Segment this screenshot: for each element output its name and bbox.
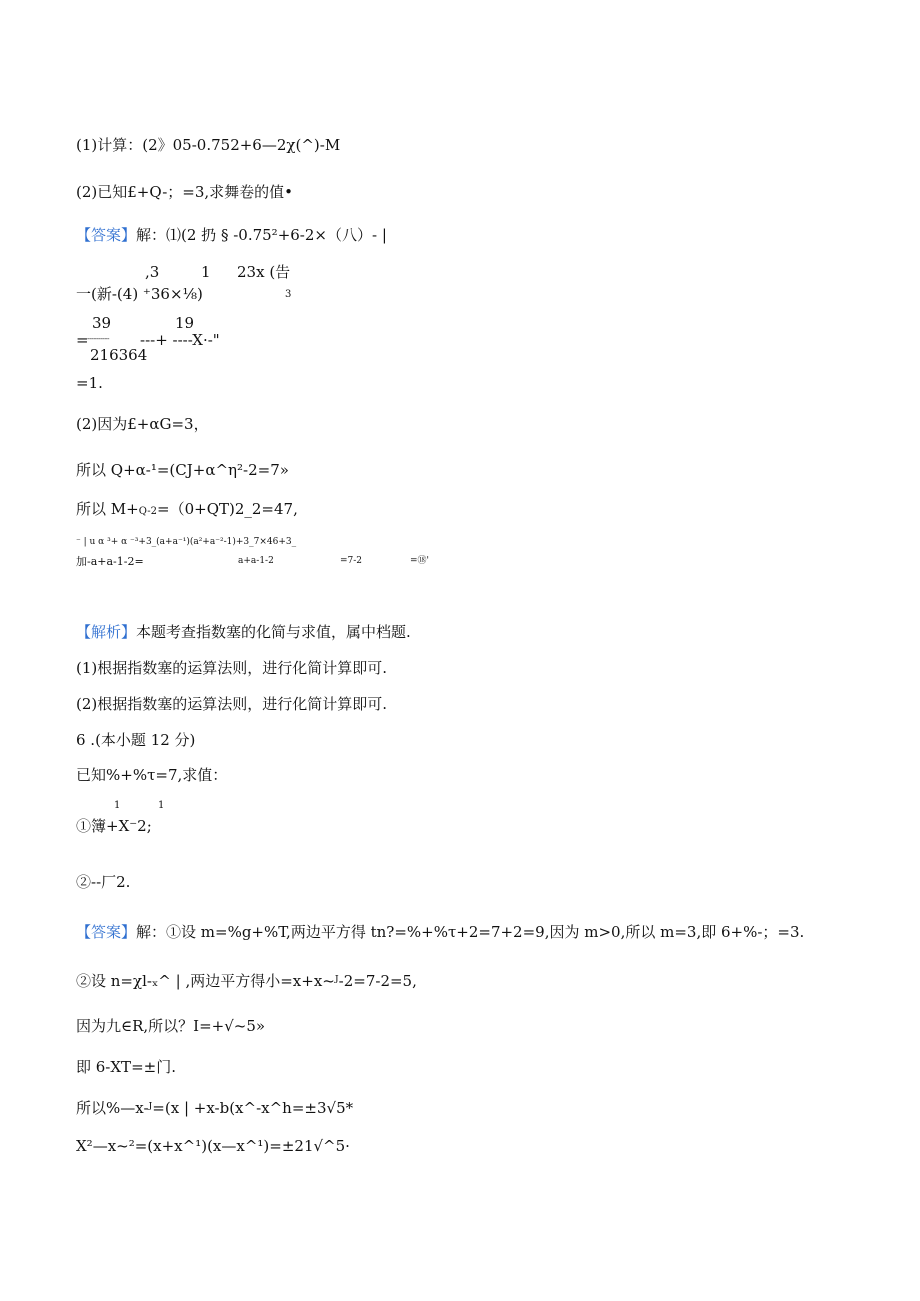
answer-2-text: 解：①设 m=%g+%T,两边平方得 tn?=%+%τ+2=7+2=9,因为 m>0,所以 m=3,即 6+%-；=3. bbox=[136, 923, 805, 941]
question-6-item-1: ①簿+X⁻2; bbox=[76, 817, 152, 835]
fraction-2-equals: = bbox=[76, 331, 89, 349]
question-6-title: 6 .(本小题 12 分) bbox=[76, 731, 196, 749]
question-1: (1)计算：(2》05-0.752+6—2χ(^)-M bbox=[76, 136, 341, 154]
part-2-line-1: (2)因为£+αG=3， bbox=[76, 415, 209, 433]
question-6-given: 已知%+%τ=7,求值： bbox=[76, 766, 228, 784]
answer-tag: 【答案】 bbox=[76, 226, 137, 244]
analysis-item-2: (2)根据指数塞的运算法则，进行化简计算即可. bbox=[76, 695, 388, 713]
answer-2-line-2: ②设 n=χl-ₓ^ | ,两边平方得小=x+x~ᴶ-2=7-2=5, bbox=[76, 972, 417, 990]
question-6-sup-a: 1 bbox=[114, 800, 121, 811]
fraction-1-num-b: 1 bbox=[201, 263, 211, 281]
part-2-line-3-subscript: Q-2 bbox=[138, 506, 158, 517]
answer-2-tag: 【答案】 bbox=[76, 923, 137, 941]
fraction-2-denominator: 216364 bbox=[90, 346, 148, 364]
fraction-2-num-b: 19 bbox=[175, 314, 195, 332]
analysis-item-1: (1)根据指数塞的运算法则，进行化简计算即可. bbox=[76, 659, 388, 677]
fraction-2-num-a: 39 bbox=[92, 314, 112, 332]
fraction-3-bottom-c: =7-2 bbox=[340, 556, 363, 566]
fraction-2-dots: ---------- bbox=[87, 334, 110, 343]
question-2: (2)已知£+Q-；=3,求舞卷的值• bbox=[76, 183, 294, 201]
answer-2-line bbox=[76, 923, 804, 941]
answer-2-line-4: 即 6-XT=±门. bbox=[76, 1058, 176, 1076]
answer-2-line-3: 因为九∈R,所以？I=+√~5» bbox=[76, 1017, 266, 1035]
answer-1-line bbox=[76, 226, 387, 244]
answer-2-line-5: 所以%—x-ᴶ=(x | +x-b(x^-x^h=±3√5* bbox=[76, 1099, 354, 1117]
fraction-3-top: ⁻ | u α ³+ α ⁻³+3_(a+a⁻¹)(a²+a⁻²-1)+3_7×46+3_ bbox=[76, 537, 297, 547]
fraction-3-bottom-d: =⑱' bbox=[410, 556, 430, 566]
fraction-1-num-c: 23x (告 bbox=[237, 263, 291, 281]
fraction-3-bottom-a: 加-a+a-1-2= bbox=[76, 555, 144, 568]
fraction-2-rest: ---+ ----X·-" bbox=[140, 331, 220, 349]
answer-2-line-6: X²—x~²=(x+x^¹)(x—x^¹)=±21√^5· bbox=[76, 1137, 350, 1155]
part-2-line-3 bbox=[76, 500, 298, 518]
fraction-1-small: 3 bbox=[285, 289, 292, 300]
fraction-3-bottom-b: a+a-1-2 bbox=[238, 556, 274, 566]
part-2-line-3b: =（0+QT)2_2=47, bbox=[157, 500, 298, 518]
answer-1-result: =1. bbox=[76, 374, 103, 392]
fraction-1-line: 一(新-(4) ⁺36×⅛) bbox=[76, 285, 203, 303]
fraction-1-num-a: ,3 bbox=[145, 263, 160, 281]
part-2-line-2: 所以 Q+α-¹=(CJ+α^η²-2=7» bbox=[76, 461, 289, 479]
part-2-line-3a: 所以 M+ bbox=[76, 500, 139, 518]
analysis-line bbox=[76, 623, 411, 641]
question-6-item-2: ②--厂2. bbox=[76, 873, 131, 891]
analysis-text: 本题考查指数塞的化简与求值，属中档题. bbox=[136, 623, 411, 641]
analysis-tag: 【解析】 bbox=[76, 623, 137, 641]
answer-1-text: 解：⑴(2 扔 § -0.75²+6-2×（八）- | bbox=[136, 226, 387, 244]
question-6-sup-b: 1 bbox=[158, 800, 165, 811]
